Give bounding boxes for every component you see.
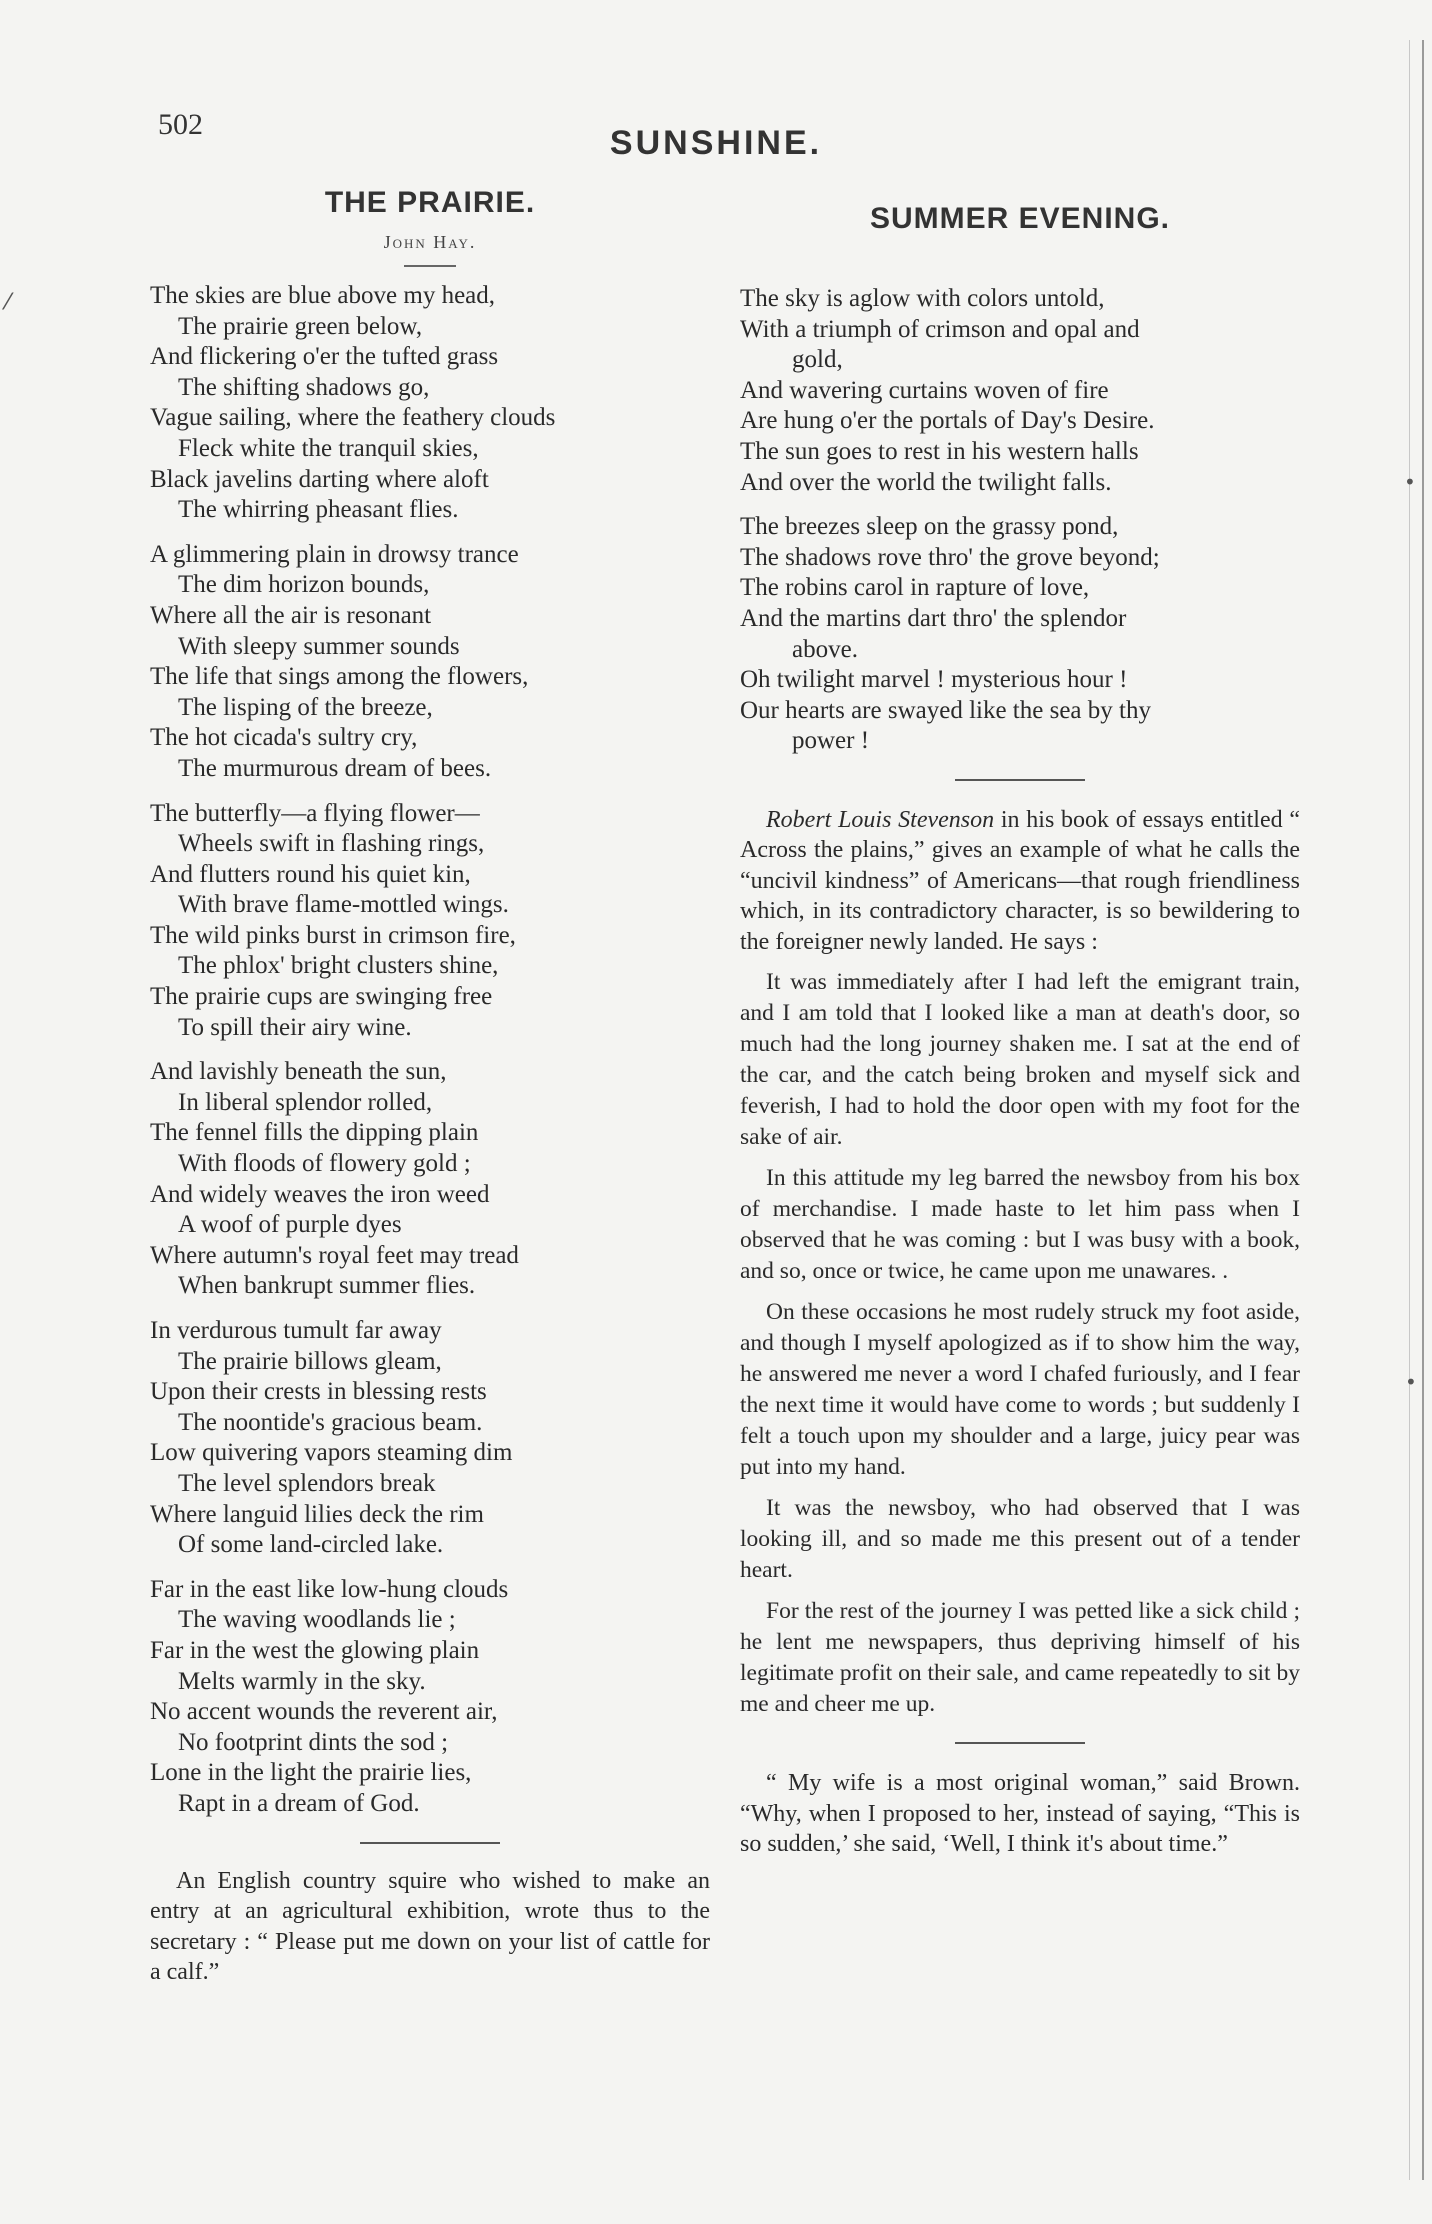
quote-paragraph: For the rest of the journey I was petted like a sick child ; he lent me newspapers, thus depriving himself of his legitimate profit on their sale, and came repeatedly to sit by me and cheer me up.: [740, 1598, 1300, 1718]
poem-line: To spill their airy wine.: [178, 1013, 412, 1041]
scan-mark: ⁄: [6, 290, 10, 315]
quote-paragraph: It was immediately after I had left the emigrant train, and I am told that I looked like a man at death's door, so much had the long journey shaken me. I sat at the end of the car, and the catch being broken and myself sick and feverish, I had to hold the door open with my foot for the sake of air.: [740, 969, 1300, 1151]
poem-line: And flutters round his quiet kin,: [150, 860, 471, 888]
poem-author: John Hay.: [383, 232, 477, 252]
poem-line: Where autumn's royal feet may tread: [150, 1241, 519, 1269]
poem-line: The wild pinks burst in crimson fire,: [150, 921, 516, 949]
poem-line: With floods of flowery gold ;: [178, 1150, 471, 1178]
anecdote-text: An English country squire who wished to make an entry at an agricultural exhibition, wrote thus to the secretary : “ Please put me down on your list of cattle for a calf.”: [150, 1867, 710, 1985]
poem-line: With a triumph of crimson and opal and: [740, 315, 1140, 343]
poem-line: The breezes sleep on the grassy pond,: [740, 513, 1119, 541]
anecdote-squire: [150, 1866, 710, 1988]
poem-line: The hot cicada's sultry cry,: [150, 724, 418, 752]
poem-line: The level splendors break: [178, 1469, 436, 1497]
poem-line: The lisping of the breeze,: [178, 693, 433, 721]
poem-line: Our hearts are swayed like the sea by thy: [740, 696, 1151, 724]
poem-line: The noontide's gracious beam.: [178, 1408, 483, 1436]
scan-mark: •: [1405, 1370, 1417, 1394]
poem-line: And flickering o'er the tufted grass: [150, 343, 499, 371]
poem-stanza: [150, 1316, 710, 1561]
poem-line: The sun goes to rest in his western halls: [740, 437, 1139, 465]
divider: [955, 1742, 1085, 1744]
poem-stanza: [150, 1575, 710, 1820]
poem-line: The prairie green below,: [178, 312, 423, 340]
poem-line: The prairie billows gleam,: [178, 1347, 442, 1375]
poem-body-summer-evening: [740, 284, 1300, 757]
poem-line: The sky is aglow with colors untold,: [740, 285, 1105, 312]
quote-paragraph: In this attitude my leg barred the newsboy from his box of merchandise. I made haste to let him pass when I observed that he was coming : but I was busy with a book, and so, once or twice, he came upon me unawares. .: [740, 1165, 1300, 1285]
page-edge-inner: [1409, 40, 1410, 2180]
joke-text: “ My wife is a most original woman,” said Brown. “Why, when I proposed to her, instead of saying, “This is so sudden,’ she said, ‘Well, I think it's about time.”: [740, 1770, 1300, 1858]
poem-line: Low quivering vapors steaming dim: [150, 1439, 513, 1467]
poem-line: Lone in the light the prairie lies,: [150, 1759, 472, 1787]
stevenson-article: [740, 805, 1300, 1721]
poem-line: Fleck white the tranquil skies,: [178, 434, 479, 462]
poem-line: Black javelins darting where aloft: [150, 465, 489, 493]
poem-line: The shifting shadows go,: [178, 373, 430, 401]
poem-line: The murmurous dream of bees.: [178, 754, 492, 782]
poem-title-prairie: THE PRAIRIE.: [324, 186, 536, 219]
right-column: [740, 202, 1300, 1860]
poem-line: When bankrupt summer flies.: [178, 1272, 476, 1300]
poem-line: power !: [792, 727, 870, 755]
poem-stanza: [150, 799, 710, 1044]
poem-line: Oh twilight marvel ! mysterious hour !: [740, 666, 1128, 694]
page-number: 502: [158, 108, 203, 141]
poem-line: The life that sings among the flowers,: [150, 663, 529, 691]
poem-line: The fennel fills the dipping plain: [150, 1119, 479, 1147]
poem-line: Wheels swift in flashing rings,: [178, 830, 485, 858]
poem-line: The shadows rove thro' the grove beyond;: [740, 543, 1160, 571]
poem-line: Where all the air is resonant: [150, 601, 432, 629]
poem-line: above.: [792, 635, 858, 663]
poem-line: No accent wounds the reverent air,: [150, 1698, 498, 1726]
poem-line: And over the world the twilight falls.: [740, 468, 1112, 496]
poem-line: And the martins dart thro' the splendor: [740, 604, 1127, 632]
stevenson-quote: [740, 967, 1300, 1720]
poem-line: And lavishly beneath the sun,: [150, 1058, 447, 1086]
poem-line: The phlox' bright clusters shine,: [178, 952, 499, 980]
divider: [955, 779, 1085, 781]
left-column: [150, 186, 710, 1988]
poem-stanza: [740, 284, 1300, 498]
poem-body-prairie: [150, 281, 710, 1820]
stevenson-intro-text: in his book of essays entitled “ Across the plains,” gives an example of what he calls the “uncivil kindness” of Americans—that rough friendliness which, in its contradictory character, is so bewildering to the foreigner newly landed. He says :: [740, 806, 1300, 955]
divider: [404, 265, 456, 267]
stevenson-intro: [740, 805, 1300, 958]
poem-stanza: [150, 540, 710, 785]
poem-line: A glimmering plain in drowsy trance: [150, 540, 519, 568]
poem-line: With sleepy summer sounds: [178, 632, 460, 660]
joke-brown: [740, 1768, 1300, 1860]
scan-mark: •: [1404, 470, 1416, 494]
quote-paragraph: On these occasions he most rudely struck my foot aside, and though I myself apologized as if to show him the way, he answered me never a word I chafed furiously, and I fear the next time it would have come to words ; but suddenly I felt a touch upon my shoulder and a large, juicy pear was put into my hand.: [740, 1299, 1300, 1481]
poem-line: The dim horizon bounds,: [178, 571, 430, 599]
stevenson-author-name: Robert Louis Stevenson: [766, 806, 995, 833]
divider: [360, 1842, 500, 1844]
poem-title-summer-evening: SUMMER EVENING.: [869, 202, 1171, 235]
poem-line: The butterfly—a flying flower—: [150, 799, 480, 827]
poem-line: Vague sailing, where the feathery clouds: [150, 404, 556, 432]
poem-line: Far in the west the glowing plain: [150, 1636, 480, 1664]
poem-line: The waving woodlands lie ;: [178, 1606, 456, 1634]
poem-line: In verdurous tumult far away: [150, 1317, 442, 1344]
poem-line: The skies are blue above my head,: [150, 282, 496, 309]
poem-line: A woof of purple dyes: [178, 1211, 402, 1239]
poem-stanza: [150, 281, 710, 526]
poem-line: The prairie cups are swinging free: [150, 983, 493, 1011]
poem-line: And widely weaves the iron weed: [150, 1180, 490, 1208]
poem-line: And wavering curtains woven of fire: [740, 376, 1109, 404]
poem-line: Where languid lilies deck the rim: [150, 1500, 484, 1528]
poem-line: Are hung o'er the portals of Day's Desire.: [740, 407, 1155, 435]
poem-line: With brave flame-mottled wings.: [178, 891, 509, 919]
poem-line: Rapt in a dream of God.: [178, 1789, 420, 1817]
poem-line: Upon their crests in blessing rests: [150, 1378, 487, 1406]
quote-paragraph: It was the newsboy, who had observed that I was looking ill, and so made me this present out of a tender heart.: [740, 1495, 1300, 1584]
poem-line: In liberal splendor rolled,: [178, 1088, 433, 1116]
poem-line: Of some land-circled lake.: [178, 1531, 444, 1559]
journal-title: SUNSHINE.: [609, 124, 823, 162]
poem-line: The robins carol in rapture of love,: [740, 574, 1090, 602]
poem-line: Far in the east like low-hung clouds: [150, 1575, 509, 1603]
poem-line: gold,: [792, 346, 843, 374]
page-edge: [1422, 40, 1424, 2180]
poem-stanza: [150, 1057, 710, 1302]
poem-stanza: [740, 512, 1300, 757]
poem-line: Melts warmly in the sky.: [178, 1667, 426, 1695]
poem-line: No footprint dints the sod ;: [178, 1728, 449, 1756]
poem-line: The whirring pheasant flies.: [178, 496, 459, 524]
